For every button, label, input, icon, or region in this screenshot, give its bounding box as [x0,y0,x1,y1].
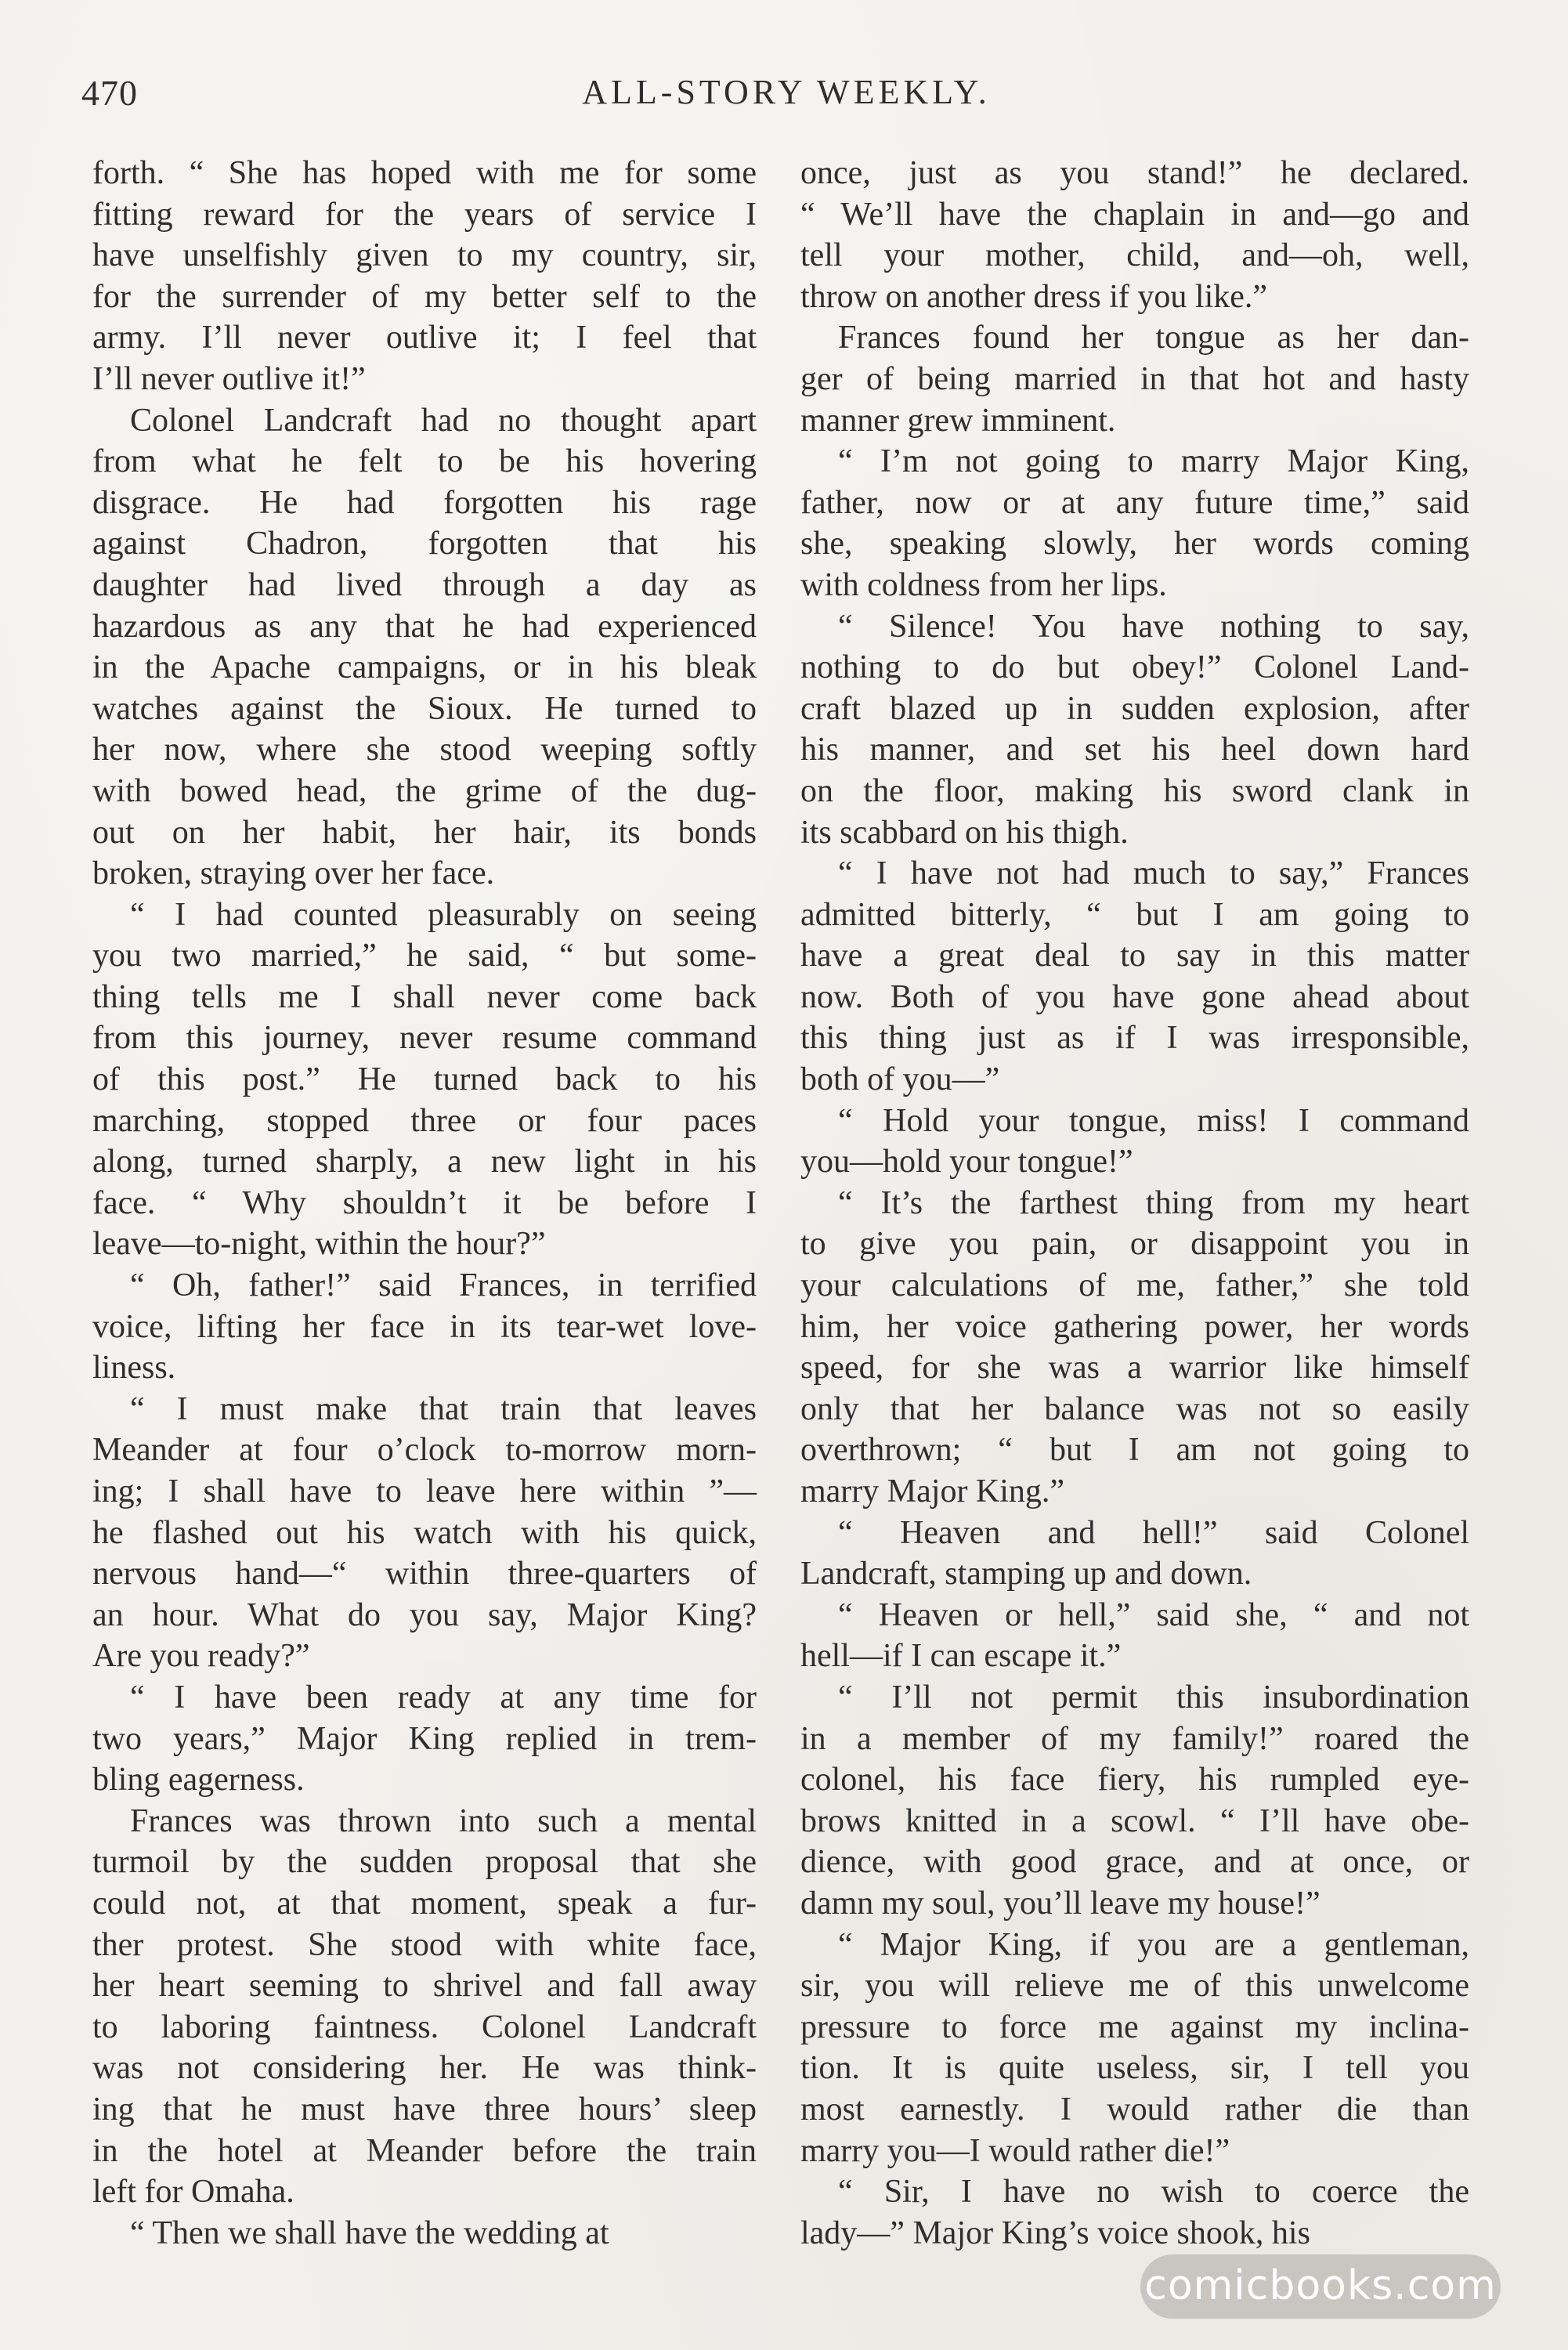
left-text-column [92,153,757,2254]
text-line: from what he felt to be his hovering [92,443,757,480]
text-line: daughter had lived through a day as [92,566,757,603]
text-line: to laboring faintness. Colonel Landcraft [92,2008,757,2045]
text-line: ther protest. She stood with white face, [92,1926,757,1963]
text-line: “ I’ll not permit this insubordination [838,1679,1469,1716]
text-line: face. “ Why shouldn’t it be before I [92,1184,757,1221]
text-line: now. Both of you have gone ahead about [800,978,1469,1015]
text-line: colonel, his face fiery, his rumpled eye- [800,1762,1469,1799]
text-line: “ We’ll have the chaplain in and—go and [800,196,1469,233]
text-line: you two married,” he said, “ but some- [92,938,757,974]
text-line: lady—” Major King’s voice shook, his [800,2214,1310,2251]
text-line: once, just as you stand!” he declared. [800,155,1469,191]
text-line: his manner, and set his heel down hard [800,732,1469,768]
text-line: admitted bitterly, “ but I am going to [800,896,1469,933]
watermark-logo [1140,2254,1501,2319]
text-line: “ It’s the farthest thing from my heart [838,1184,1469,1221]
text-line: hell—if I can escape it.” [800,1638,1122,1675]
text-line: ing; I shall have to leave here within ”— [92,1473,757,1509]
text-line: ing that he must have three hours’ sleep [92,2091,757,2128]
text-line: its scabbard on his thigh. [800,814,1129,851]
text-line: out on her habit, her hair, its bonds [92,814,757,851]
text-line: “ Hold your tongue, miss! I command [838,1102,1469,1139]
text-line: throw on another dress if you like.” [800,278,1268,315]
text-line: have a great deal to say in this matter [800,938,1469,974]
text-line: father, now or at any future time,” said [800,484,1469,521]
text-line: army. I’ll never outlive it; I feel that [92,320,757,356]
right-text-column [800,153,1469,2254]
text-line: “ I have not had much to say,” Frances [838,855,1469,892]
text-line: on the floor, making his sword clank in [800,772,1469,809]
text-line: hazardous as any that he had experienced [92,608,757,645]
text-line: she, speaking slowly, her words coming [800,526,1469,562]
text-line: Frances found her tongue as her dan- [838,320,1469,356]
text-line: only that her balance was not so easily [800,1390,1469,1427]
text-line: “ Then we shall have the wedding at [130,2214,609,2251]
text-line: dience, with good grace, and at once, or [800,1844,1469,1881]
text-line: nervous hand—“ within three-quarters of [92,1556,757,1593]
text-line: this thing just as if I was irresponsible, [800,1020,1469,1057]
text-line: “ Heaven or hell,” said she, “ and not [838,1596,1469,1633]
text-line: along, turned sharply, a new light in his [92,1144,757,1180]
text-line: “ I must make that train that leaves [130,1390,757,1427]
text-line: her now, where she stood weeping softly [92,732,757,768]
text-line: watches against the Sioux. He turned to [92,690,757,727]
text-line: he flashed out his watch with his quick, [92,1514,757,1551]
text-line: ger of being married in that hot and hasty [800,360,1469,397]
text-line: fitting reward for the years of service I [92,196,757,233]
text-line: your calculations of me, father,” she told [800,1267,1469,1304]
text-line: two years,” Major King replied in trem- [92,1720,757,1757]
text-line: both of you—” [800,1061,1000,1098]
text-line: for the surrender of my better self to the [92,278,757,315]
text-line: from this journey, never resume command [92,1020,757,1057]
text-line: craft blazed up in sudden explosion, after [800,690,1469,727]
text-line: sir, you will relieve me of this unwelcome [800,1968,1469,2005]
text-line: of this post.” He turned back to his [92,1061,757,1098]
text-line: bling eagerness. [92,1762,305,1799]
text-line: her heart seeming to shrivel and fall away [92,1968,757,2005]
text-line: you—hold your tongue!” [800,1144,1133,1180]
text-line: “ I had counted pleasurably on seeing [130,896,757,933]
text-line: pressure to force me against my inclina- [800,2008,1469,2045]
text-line: in the Apache campaigns, or in his bleak [92,649,757,686]
text-line: “ Heaven and hell!” said Colonel [838,1514,1469,1551]
text-line: Frances was thrown into such a mental [130,1802,757,1839]
text-line: “ Major King, if you are a gentleman, [838,1926,1469,1963]
page-header [81,72,1491,127]
text-line: marching, stopped three or four paces [92,1102,757,1139]
running-title: ALL-STORY WEEKLY. [582,73,991,111]
text-line: to give you pain, or disappoint you in [800,1226,1469,1263]
text-line: was not considering her. He was think- [92,2050,757,2087]
text-line: tion. It is quite useless, sir, I tell you [800,2050,1469,2087]
text-line: overthrown; “ but I am not going to [800,1432,1469,1469]
text-line: thing tells me I shall never come back [92,978,757,1015]
text-line: him, her voice gathering power, her words [800,1308,1469,1345]
text-line: Are you ready?” [92,1638,310,1675]
text-line: speed, for she was a warrior like himself [800,1350,1469,1386]
text-line: against Chadron, forgotten that his [92,526,757,562]
text-line: “ Sir, I have no wish to coerce the [838,2174,1469,2211]
text-line: left for Omaha. [92,2174,294,2211]
page-number: 470 [81,73,138,113]
text-line: Landcraft, stamping up and down. [800,1556,1252,1593]
text-line: with bowed head, the grime of the dug- [92,772,757,809]
text-line: tell your mother, child, and—oh, well, [800,237,1469,274]
text-line: manner grew imminent. [800,402,1116,439]
text-line: disgrace. He had forgotten his rage [92,484,757,521]
text-line: leave—to-night, within the hour?” [92,1226,546,1263]
text-line: most earnestly. I would rather die than [800,2091,1469,2128]
text-line: broken, straying over her face. [92,855,495,892]
text-line: “ I have been ready at any time for [130,1679,757,1716]
text-line: “ Oh, father!” said Frances, in terrified [130,1267,757,1304]
text-line: I’ll never outlive it!” [92,360,366,397]
text-line: brows knitted in a scowl. “ I’ll have obe- [800,1802,1469,1839]
text-line: forth. “ She has hoped with me for some [92,155,757,191]
text-line: an hour. What do you say, Major King? [92,1596,757,1633]
text-line: liness. [92,1350,176,1386]
text-line: “ I’m not going to marry Major King, [838,443,1469,480]
text-line: marry Major King.” [800,1473,1065,1509]
watermark-text: comicbooks.com [1144,2262,1497,2309]
text-line: Colonel Landcraft had no thought apart [130,402,757,439]
text-line: in the hotel at Meander before the train [92,2132,757,2169]
text-line: have unselfishly given to my country, sir, [92,237,757,274]
text-line: turmoil by the sudden proposal that she [92,1844,757,1881]
text-line: could not, at that moment, speak a fur- [92,1885,757,1922]
text-line: “ Silence! You have nothing to say, [838,608,1469,645]
text-line: Meander at four o’clock to-morrow morn- [92,1432,757,1469]
text-line: in a member of my family!” roared the [800,1720,1469,1757]
text-line: damn my soul, you’ll leave my house!” [800,1885,1321,1922]
text-line: nothing to do but obey!” Colonel Land- [800,649,1469,686]
text-line: with coldness from her lips. [800,566,1167,603]
text-line: voice, lifting her face in its tear-wet love- [92,1308,757,1345]
text-line: marry you—I would rather die!” [800,2132,1230,2169]
